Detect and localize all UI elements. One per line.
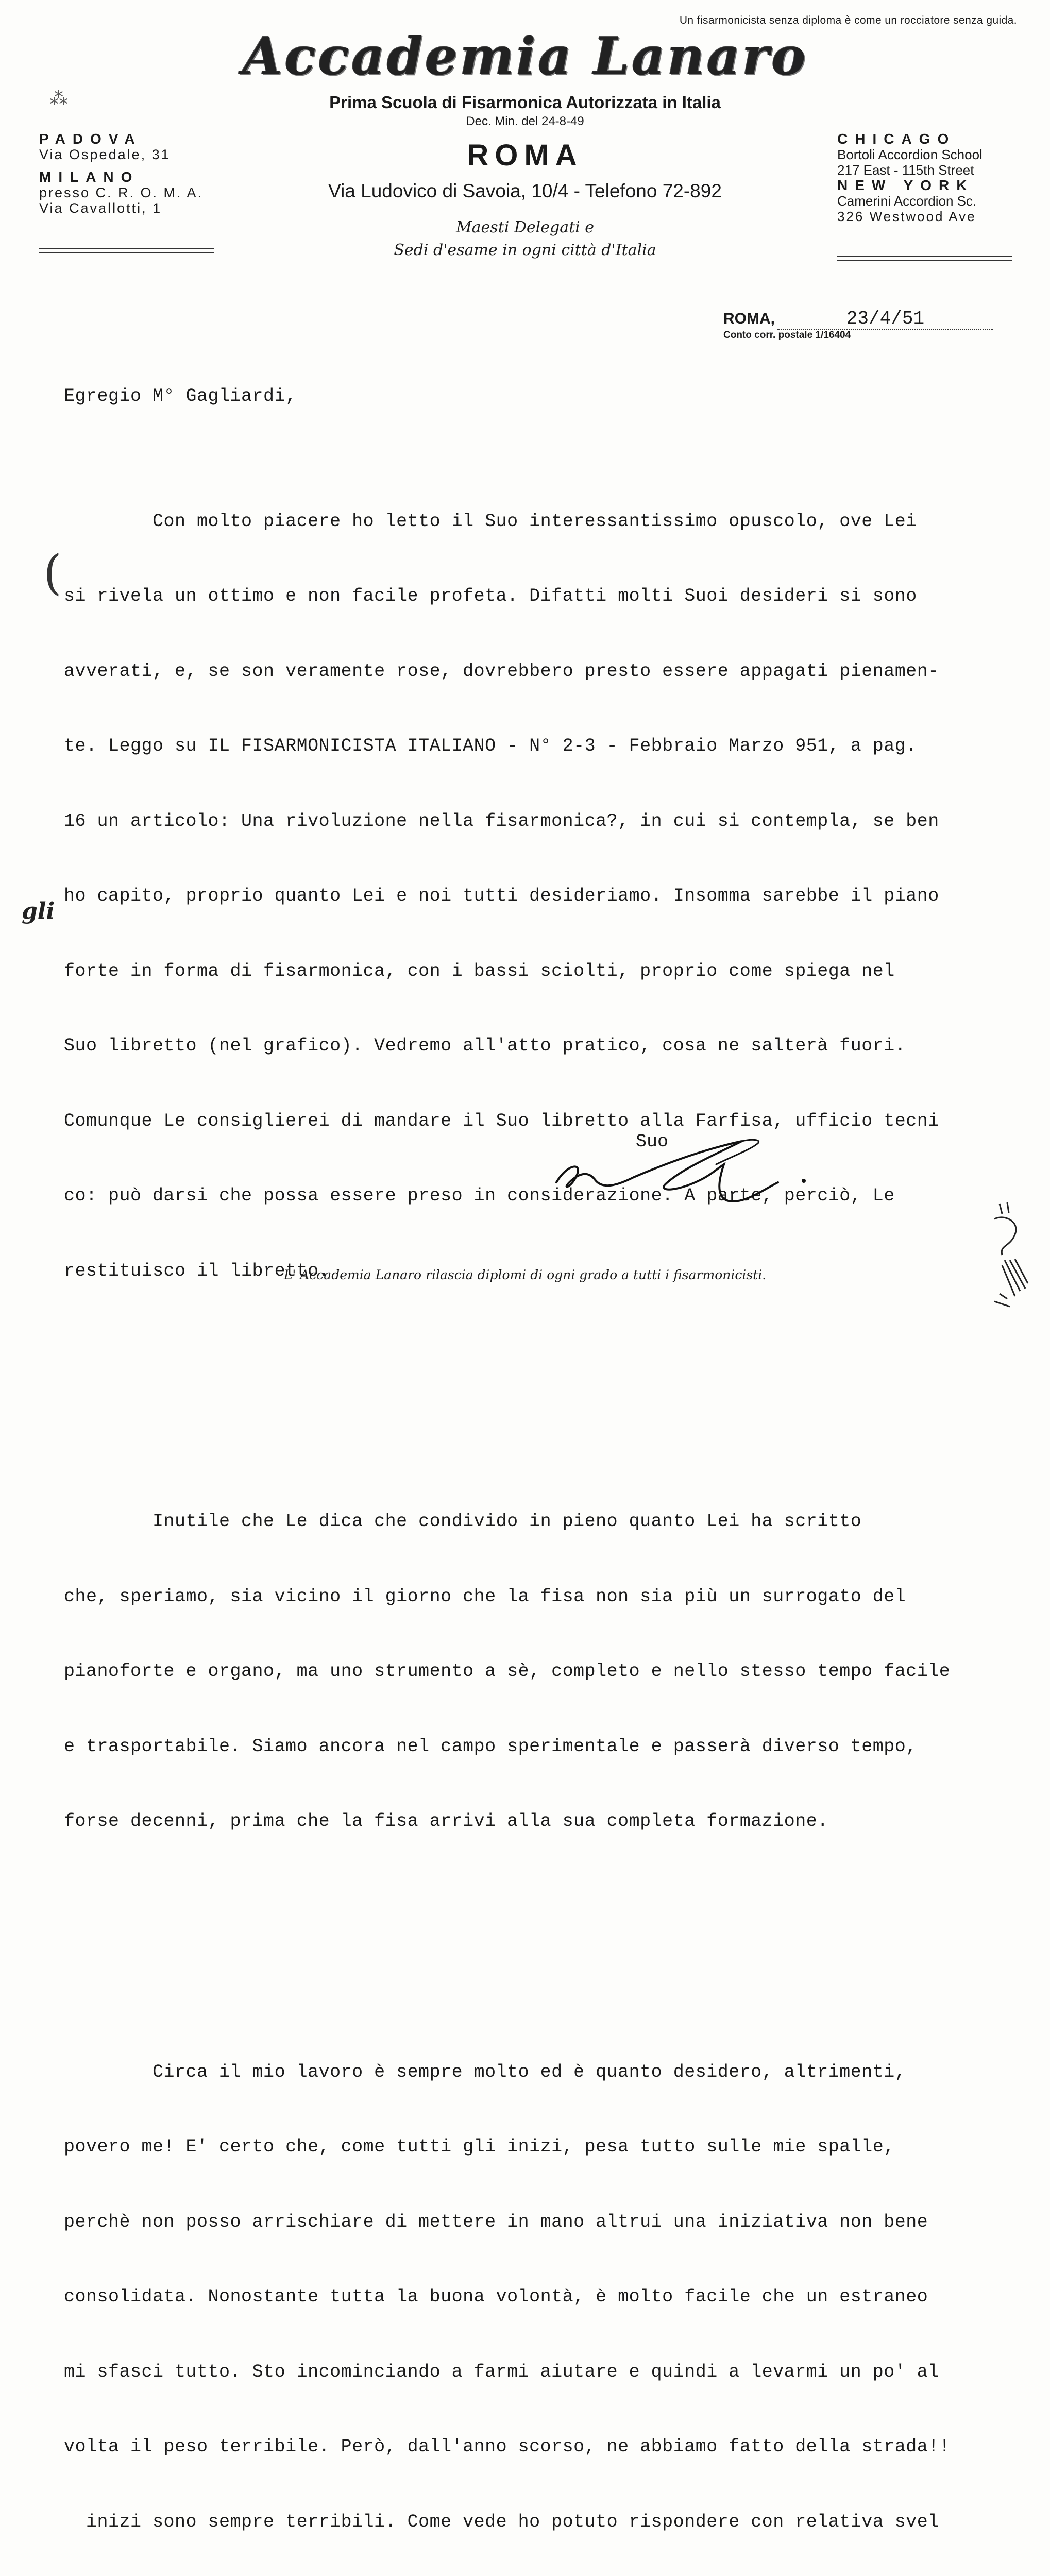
stray-mark-icon: ⁂ (49, 88, 68, 109)
branch-city-padova: PADOVA (39, 131, 214, 147)
signature-icon (546, 1133, 835, 1211)
left-divider (39, 248, 214, 253)
paragraph-3 (64, 2010, 1032, 2576)
branch-address-new-york-2: 326 Westwood Ave (837, 209, 1012, 224)
paragraph-line: inizi sono sempre terribili. Come vede ho potuto rispondere con relativa svel (64, 2510, 1032, 2535)
paragraph-line: perchè non posso arrischiare di mettere in mano altrui una iniziativa non bene (64, 2210, 1032, 2235)
branch-address-new-york-1: Camerini Accordion Sc. (837, 193, 1012, 209)
date-line (723, 308, 1012, 330)
branch-city-milano: MILANO (39, 170, 214, 185)
paragraph-line: restituisco il libretto. (64, 1259, 1032, 1284)
branch-address-chicago-1: Bortoli Accordion School (837, 147, 1012, 162)
handwritten-correction: gli (22, 898, 55, 924)
branch-address-chicago-2: 217 East - 115th Street (837, 162, 1012, 178)
letterhead-right-branches (837, 131, 1012, 261)
paragraph-line: forse decenni, prima che la fisa arrivi alla sua completa formazione. (64, 1809, 1032, 1834)
academy-logo: Accademia Lanaro (0, 26, 1050, 87)
date-label: ROMA, (723, 310, 775, 327)
paragraph-line: e trasportabile. Siamo ancora nel campo sperimentale e passerà diverso tempo, (64, 1734, 1032, 1759)
paragraph-line: Con molto piacere ho letto il Suo interessantissimo opuscolo, ove Lei (64, 509, 1032, 534)
paragraph-line: volta il peso terribile. Però, dall'anno scorso, ne abbiamo fatto della strada!! (64, 2434, 1032, 2460)
doodle-sketch-icon (979, 1198, 1036, 1312)
branch-address-milano-2: Via Cavallotti, 1 (39, 200, 214, 216)
paragraph-line: povero me! E' certo che, come tutti gli inizi, pesa tutto sulle mie spalle, (64, 2134, 1032, 2160)
letterhead-left-branches (39, 131, 214, 253)
branch-city-new-york: NEW YORK (837, 178, 1012, 193)
delegates-line-1: Maesti Delegati e (0, 216, 1050, 239)
letterhead-motto: Un fisarmonicista senza diploma è come un rocciatore senza guida. (680, 14, 1017, 27)
postal-account: Conto corr. postale 1/16404 (723, 330, 851, 341)
paragraph-line: forte in forma di fisarmonica, con i bassi sciolti, proprio come spiega nel (64, 959, 1032, 984)
paragraph-line: avverati, e, se son veramente rose, dovrebbero presto essere appagati pienamen- (64, 659, 1032, 684)
margin-bracket-mark: ( (43, 545, 62, 600)
paragraph-line: ho capito, proprio quanto Lei e noi tutti desideriamo. Insomma sarebbe il piano (64, 884, 1032, 909)
letterhead-tagline: Prima Scuola di Fisarmonica Autorizzata in Italia (0, 93, 1050, 112)
branch-address-milano-1: presso C. R. O. M. A. (39, 185, 214, 200)
closing: Suo (636, 1131, 668, 1152)
branch-city-chicago: CHICAGO (837, 131, 1012, 147)
branch-address-padova: Via Ospedale, 31 (39, 147, 214, 162)
paragraph-line: si rivela un ottimo e non facile profeta. Difatti molti Suoi desideri si sono (64, 584, 1032, 609)
paragraph-line: che, speriamo, sia vicino il giorno che la fisa non sia più un surrogato del (64, 1584, 1032, 1609)
salutation: Egregio M° Gagliardi, (64, 384, 1032, 409)
paragraph-line: co: può darsi che possa essere preso in considerazione. A parte, perciò, Le (64, 1183, 1032, 1209)
paragraph-line: Circa il mio lavoro è sempre molto ed è quanto desidero, altrimenti, (64, 2060, 1032, 2085)
letterhead-address: Via Ludovico di Savoia, 10/4 - Telefono 72-892 (0, 180, 1050, 202)
delegates-line-2: Sedi d'esame in ogni città d'Italia (0, 239, 1050, 262)
paragraph-line: pianoforte e organo, ma uno strumento a sè, completo e nello stesso tempo facile (64, 1659, 1032, 1684)
letterhead-city: ROMA (0, 138, 1050, 173)
paragraph-line: consolidata. Nonostante tutta la buona volontà, è molto facile che un estraneo (64, 2284, 1032, 2310)
paragraph-line: te. Leggo su IL FISARMONICISTA ITALIANO - N° 2-3 - Febbraio Marzo 951, a pag. (64, 734, 1032, 759)
paragraph-line: Inutile che Le dica che condivido in pieno quanto Lei ha scritto (64, 1509, 1032, 1534)
paragraph-line: Comunque Le consiglierei di mandare il Suo libretto alla Farfisa, ufficio tecni (64, 1109, 1032, 1134)
paragraph-line: Suo libretto (nel grafico). Vedremo all'atto pratico, cosa ne salterà fuori. (64, 1033, 1032, 1059)
paragraph-line: 16 un articolo: Una rivoluzione nella fisarmonica?, in cui si contempla, se ben (64, 809, 1032, 834)
paragraph-2 (64, 1459, 1032, 1884)
right-divider (837, 256, 1012, 261)
date-value: 23/4/51 (777, 308, 993, 330)
letterhead-decree: Dec. Min. del 24-8-49 (0, 114, 1050, 129)
paragraph-line: mi sfasci tutto. Sto incominciando a farmi aiutare e quindi a levarmi un po' al (64, 2360, 1032, 2385)
letter-body (64, 334, 1032, 2576)
letterhead-footer: L' Accademia Lanaro rilascia diplomi di ogni grado a tutti i fisarmonicisti. (0, 1267, 1050, 1282)
